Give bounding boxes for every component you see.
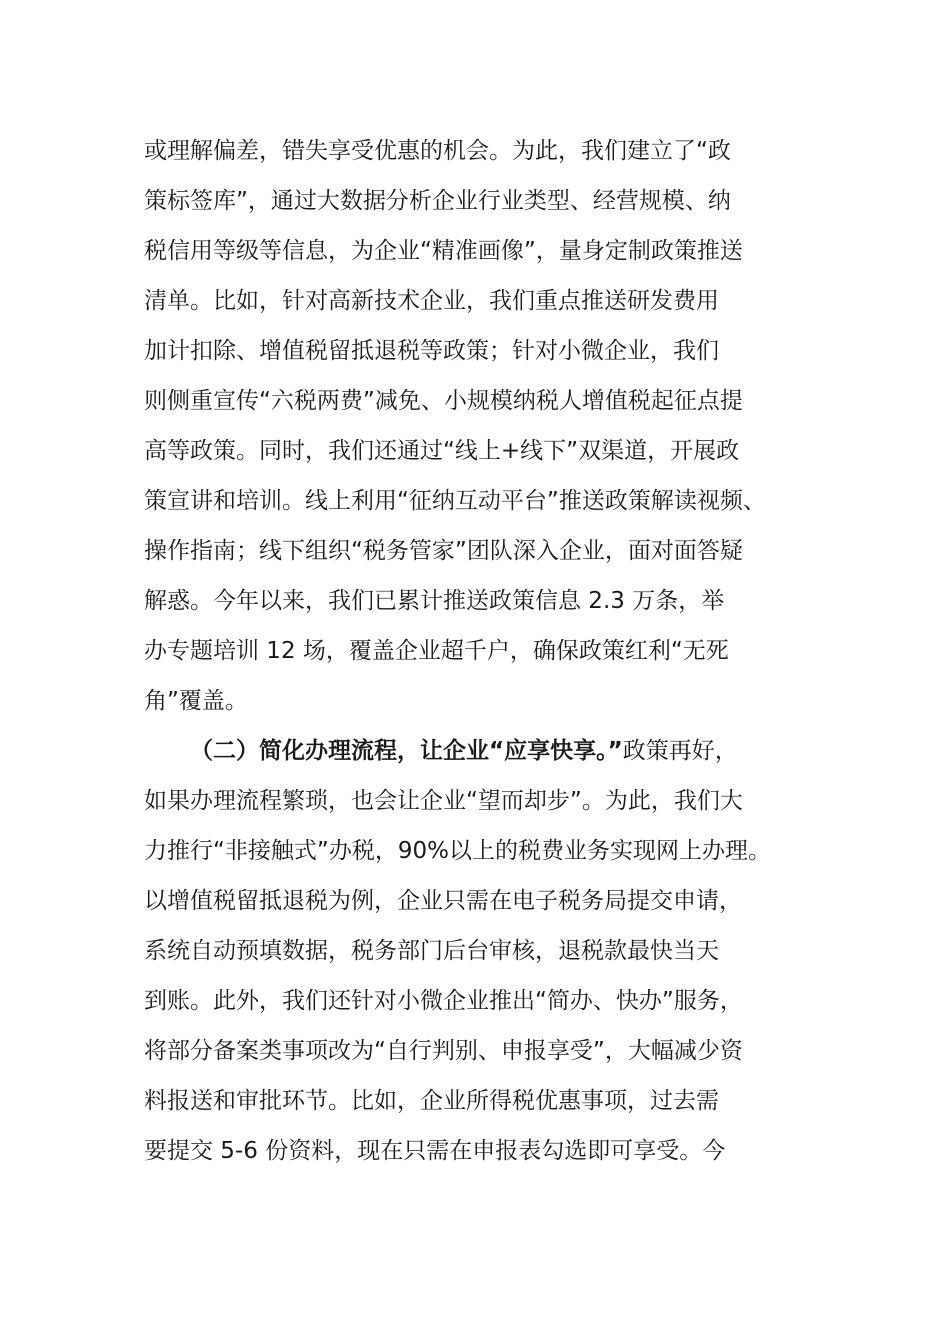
paragraph-line: 税信用等级等信息，为企业“精准画像”，量身定制政策推送 [144,238,743,264]
paragraph-line: 策宣讲和培训。线上利用“征纳互动平台”推送政策解读视频、 [144,488,766,514]
paragraph-line: 料报送和审批环节。比如，企业所得税优惠事项，过去需 [144,1088,719,1114]
paragraph-line: 或理解偏差，错失享受优惠的机会。为此，我们建立了“政 [144,138,731,164]
paragraph-line: 策标签库”，通过大数据分析企业行业类型、经营规模、纳 [144,188,731,214]
paragraph-line: 操作指南；线下组织“税务管家”团队深入企业，面对面答疑 [144,538,743,564]
paragraph-line: 高等政策。同时，我们还通过“线上+线下”双渠道，开展政 [144,438,740,464]
paragraph-line: 则侧重宣传“六税两费”减免、小规模纳税人增值税起征点提 [144,388,743,414]
paragraph-line: 办专题培训 12 场，覆盖企业超千户，确保政策红利“无死 [144,638,729,664]
section-lead-text: 政策再好， [622,738,738,764]
paragraph-line: 力推行“非接触式”办税，90%以上的税费业务实现网上办理。 [144,838,771,864]
paragraph-line: 角”覆盖。 [144,688,248,714]
paragraph-line: 清单。比如，针对高新技术企业，我们重点推送研发费用 [144,288,719,314]
paragraph-line: 如果办理流程繁琐，也会让企业“望而却步”。为此，我们大 [144,788,743,814]
paragraph-line: 将部分备案类事项改为“自行判别、申报享受”，大幅减少资 [144,1038,743,1064]
paragraph-line: 以增值税留抵退税为例，企业只需在电子税务局提交申请， [144,888,742,914]
section-heading: （二）简化办理流程，让企业“应享快享。” [190,738,623,764]
paragraph-line: 到账。此外，我们还针对小微企业推出“简办、快办”服务， [144,988,743,1014]
paragraph-line: 解惑。今年以来，我们已累计推送政策信息 2.3 万条，举 [144,588,725,614]
paragraph-line: 加计扣除、增值税留抵退税等政策；针对小微企业，我们 [144,338,719,364]
paragraph-line: 系统自动预填数据，税务部门后台审核，退税款最快当天 [144,938,719,964]
paragraph-line: 要提交 5-6 份资料，现在只需在申报表勾选即可享受。今 [144,1138,726,1164]
section-heading-line [190,731,738,771]
